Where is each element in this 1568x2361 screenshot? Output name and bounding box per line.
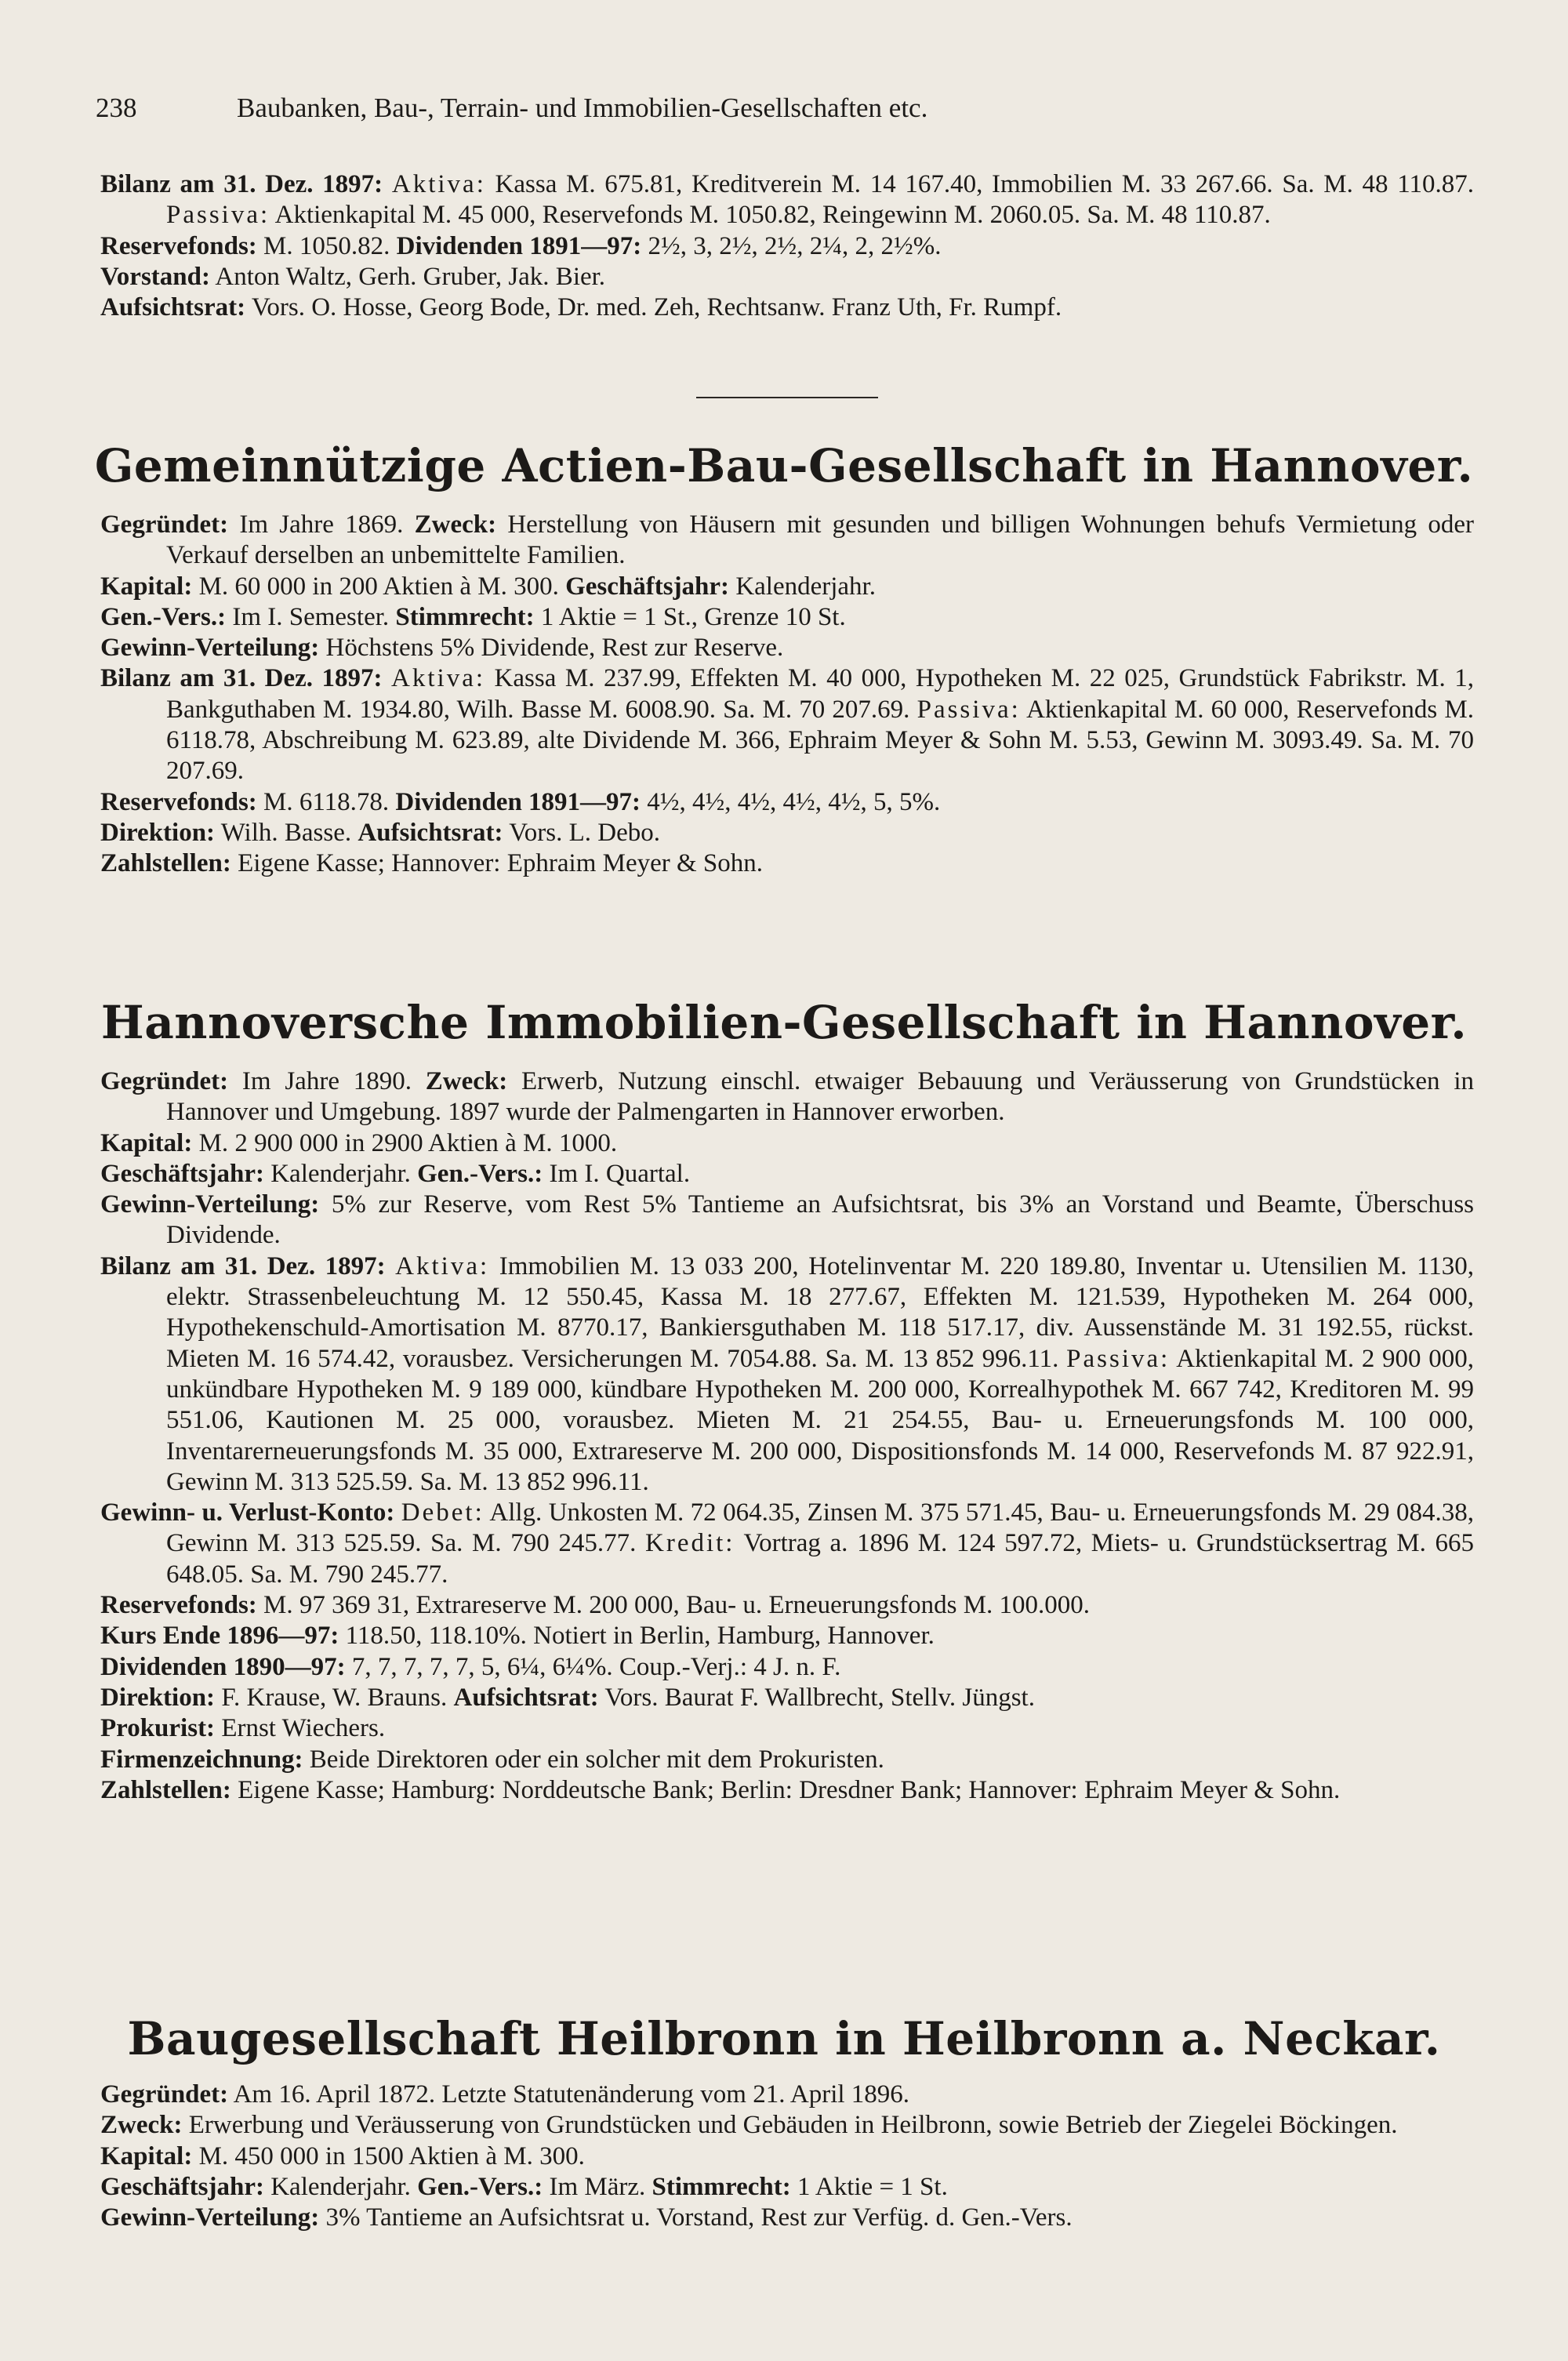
running-title: Baubanken, Bau-, Terrain- und Immobilien-Gesellschaften etc. [237, 93, 928, 123]
entry-zweck: Zweck: Erwerbung und Veräusserung von Grundstücken und Gebäuden in Heilbronn, sowie Betrieb der Ziegelei Böckingen. [100, 2111, 1398, 2140]
page-number: 238 [96, 93, 137, 123]
section-title: Hannoversche Immobilien-Gesellschaft in Hannover. [100, 996, 1468, 1049]
entry-bilanz: Bilanz am 31. Dez. 1897: Aktiva: Kassa M. 237.99, Effekten M. 40 000, Hypotheken M. 22 025, Grundstück Fabrikstr. M. 1, Bankguthaben M. 1934.80, Wilh. Basse M. 6008.90. Sa. M. 70 207.69. Passiva: Aktienkapital M. 60 000, Reservefonds M. 6118.78, Abschreibung M. 623.89, alte Dividende M. 366, Ephraim Meyer & Sohn M. 5.53, Gewinn M. 3093.49. Sa. M. 70 207.69. [100, 664, 1475, 786]
entry-kapital: Kapital: M. 2 900 000 in 2900 Aktien à M. 1000. [100, 1128, 618, 1157]
entry-zahlstellen: Zahlstellen: Eigene Kasse; Hamburg: Norddeutsche Bank; Berlin: Dresdner Bank; Hannover: Ephraim Meyer & Sohn. [100, 1775, 1341, 1804]
entry-zahlstellen: Zahlstellen: Eigene Kasse; Hannover: Ephraim Meyer & Sohn. [100, 849, 764, 878]
entry-kapital: Kapital: M. 450 000 in 1500 Aktien à M. 300. [100, 2141, 585, 2170]
section-title: Gemeinnützige Actien-Bau-Gesellschaft in Hannover. [94, 439, 1474, 492]
entry-direktion: Direktion: Wilh. Basse. Aufsichtsrat: Vors. L. Debo. [100, 818, 660, 847]
entry-firmenzeichnung: Firmenzeichnung: Beide Direktoren oder ein solcher mit dem Prokuristen. [100, 1745, 884, 1774]
entry-kurs: Kurs Ende 1896—97: 118.50, 118.10%. Notiert in Berlin, Hamburg, Hannover. [100, 1622, 935, 1651]
entry-reservefonds: Reservefonds: M. 6118.78. Dividenden 1891—97: 4½, 4½, 4½, 4½, 4½, 5, 5%. [100, 787, 941, 816]
entry-bilanz: Bilanz am 31. Dez. 1897: Aktiva: Kassa M. 675.81, Kreditverein M. 14 167.40, Immobilien M. 33 267.66. Sa. M. 48 110.87. Passiva: Aktienkapital M. 45 000, Reservefonds M. 1050.82, Reingewinn M. 2060.05. Sa. M. 48 110.87. [100, 170, 1475, 230]
section-heilbronn [100, 2079, 1474, 2233]
entry-dividenden: Dividenden 1890—97: 7, 7, 7, 7, 7, 5, 6¼, 6¼%. Coup.-Verj.: 4 J. n. F. [100, 1652, 841, 1681]
entry-aufsichtsrat: Aufsichtsrat: Vors. O. Hosse, Georg Bode, Dr. med. Zeh, Rechtsanw. Franz Uth, Fr. Rumpf. [100, 293, 1062, 322]
entry-direktion: Direktion: F. Krause, W. Brauns. Aufsichtsrat: Vors. Baurat F. Wallbrecht, Stellv. Jüngst. [100, 1683, 1035, 1712]
entry-reservefonds: Reservefonds: M. 97 369 31, Extrareserve M. 200 000, Bau- u. Erneuerungsfonds M. 100.000. [100, 1591, 1091, 1620]
entry-reservefonds: Reservefonds: M. 1050.82. Dividenden 1891—97: 2½, 3, 2½, 2½, 2¼, 2, 2½%. [100, 231, 942, 260]
entry-geschaeftsjahr: Geschäftsjahr: Kalenderjahr. Gen.-Vers.: Im März. Stimmrecht: 1 Aktie = 1 St. [100, 2172, 948, 2201]
section-divider [696, 397, 878, 398]
entry-gegruendet: Gegründet: Im Jahre 1890. Zweck: Erwerb, Nutzung einschl. etwaiger Bebauung und Veräusserung von Grundstücken in Hannover und Umgebung. 1897 wurde der Palmengarten in Hannover erworben. [100, 1067, 1474, 1127]
entry-genvers: Gen.-Vers.: Im I. Semester. Stimmrecht: 1 Aktie = 1 St., Grenze 10 St. [100, 602, 846, 631]
entry-kapital: Kapital: M. 60 000 in 200 Aktien à M. 300. Geschäftsjahr: Kalenderjahr. [100, 572, 876, 601]
entry-bilanz: Bilanz am 31. Dez. 1897: Aktiva: Immobilien M. 13 033 200, Hotelinventar M. 220 189.80, Inventar u. Utensilien M. 1130, elektr. Strassenbeleuchtung M. 12 550.45, Kassa M. 18 277.67, Effekten M. 121.539, Hypotheken M. 264 000, Hypothekenschuld-Amortisation M. 8770.17, Bankiersguthaben M. 118 517.17, div. Aussenstände M. 31 192.55, rückst. Mieten M. 16 574.42, vorausbez. Versicherungen M. 7054.88. Sa. M. 13 852 996.11. Passiva: Aktienkapital M. 2 900 000, unkündbare Hypotheken M. 9 189 000, kündbare Hypotheken M. 200 000, Korrealhypothek M. 667 742, Kreditoren M. 99 551.06, Kautionen M. 25 000, vorausbez. Mieten M. 21 254.55, Bau- u. Erneuerungsfonds M. 100 000, Inventarerneuerungsfonds M. 35 000, Extrareserve M. 200 000, Dispositionsfonds M. 14 000, Reservefonds M. 87 922.91, Gewinn M. 313 525.59. Sa. M. 13 852 996.11. [100, 1251, 1475, 1496]
entry-gewinn-verteilung: Gewinn-Verteilung: 5% zur Reserve, vom Rest 5% Tantieme an Aufsichtsrat, bis 3% an Vorstand und Beamte, Überschuss Dividende. [100, 1190, 1475, 1250]
entry-gegruendet: Gegründet: Im Jahre 1869. Zweck: Herstellung von Häusern mit gesunden und billigen Wohnungen behufs Vermietung oder Verkauf derselben an unbemittelte Familien. [100, 510, 1475, 570]
section-title: Baugesellschaft Heilbronn in Heilbronn a. Neckar. [127, 2012, 1441, 2065]
entry-prokurist: Prokurist: Ernst Wiechers. [100, 1714, 386, 1743]
entry-gewinn-verteilung: Gewinn-Verteilung: 3% Tantieme an Aufsichtsrat u. Vorstand, Rest zur Verfüg. d. Gen.-Vers. [100, 2203, 1073, 2232]
page-header [96, 93, 927, 124]
section-gemeinnuetzige [100, 510, 1474, 880]
section-hannoversche [100, 1066, 1474, 1806]
entry-geschaeftsjahr: Geschäftsjahr: Kalenderjahr. Gen.-Vers.: Im I. Quartal. [100, 1159, 691, 1188]
entry-vorstand: Vorstand: Anton Waltz, Gerh. Gruber, Jak. Bier. [100, 262, 606, 291]
top-entries [100, 169, 1474, 323]
entry-gegruendet: Gegründet: Am 16. April 1872. Letzte Statutenänderung vom 21. April 1896. [100, 2080, 910, 2109]
entry-gewinn-verteilung: Gewinn-Verteilung: Höchstens 5% Dividende, Rest zur Reserve. [100, 634, 784, 663]
entry-gewinn-verlust-konto: Gewinn- u. Verlust-Konto: Debet: Allg. Unkosten M. 72 064.35, Zinsen M. 375 571.45, Bau- u. Erneuerungsfonds M. 29 084.38, Gewinn M. 313 525.59. Sa. M. 790 245.77. Kredit: Vortrag a. 1896 M. 124 597.72, Miets- u. Grundstücksertrag M. 665 648.05. Sa. M. 790 245.77. [100, 1498, 1475, 1589]
